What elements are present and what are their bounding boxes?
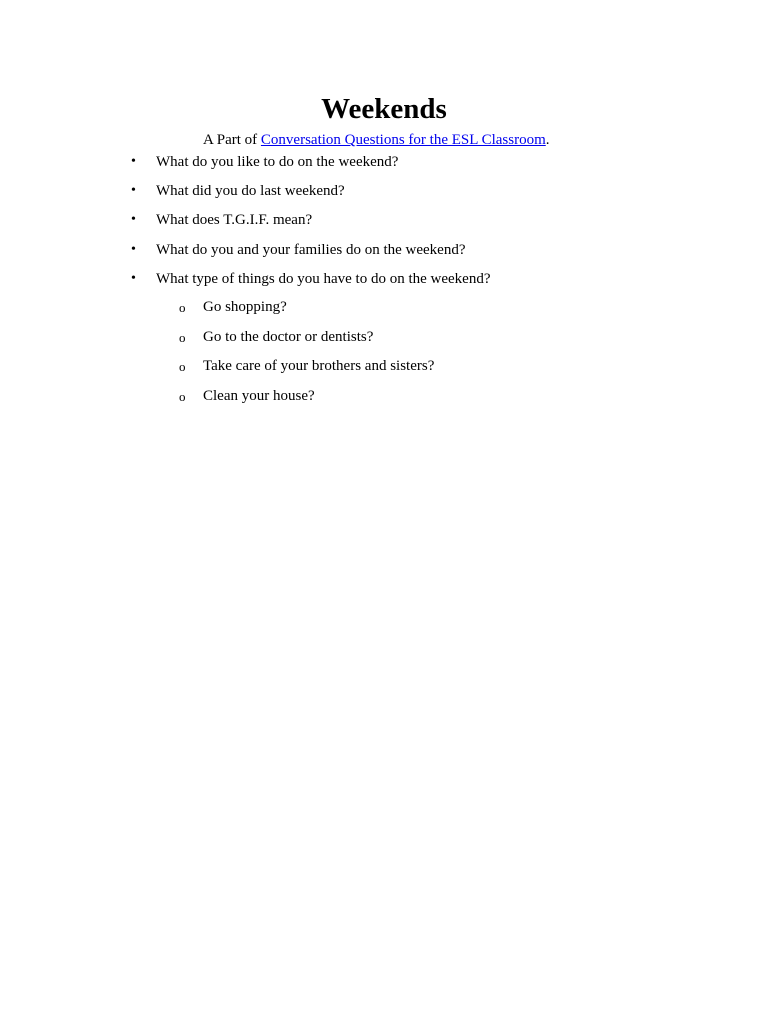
question-item	[0, 269, 768, 298]
question-text: What do you like to do on the weekend?	[156, 154, 399, 170]
bullet-icon: •	[131, 270, 136, 286]
subtitle-suffix: .	[545, 132, 550, 148]
question-list	[0, 152, 768, 298]
sub-question-item	[0, 386, 768, 416]
question-item	[0, 240, 768, 269]
sub-question-item	[0, 356, 768, 386]
question-item	[0, 181, 768, 210]
question-text: What did you do last weekend?	[156, 183, 345, 200]
sub-question-item	[0, 327, 768, 357]
circle-bullet-icon: o	[179, 359, 186, 374]
question-text: What does T.G.I.F. mean?	[156, 212, 313, 229]
sub-question-text: Clean your house?	[203, 387, 315, 404]
subtitle-prefix: A Part of	[203, 132, 261, 148]
sub-question-text: Go to the doctor or dentists?	[203, 328, 374, 345]
question-text: What type of things do you have to do on the weekend?	[156, 270, 491, 287]
circle-bullet-icon: o	[179, 300, 186, 315]
question-item	[0, 152, 768, 181]
bullet-icon: •	[131, 212, 136, 228]
circle-bullet-icon: o	[179, 388, 186, 404]
question-text: What do you and your families do on the weekend?	[156, 241, 466, 258]
sub-question-item	[0, 297, 768, 327]
bullet-icon: •	[131, 241, 136, 257]
subtitle-line	[203, 130, 550, 150]
sub-question-list	[0, 297, 768, 415]
sub-question-text: Take care of your brothers and sisters?	[203, 358, 435, 374]
conversation-questions-link[interactable]: Conversation Questions for the ESL Classroom	[260, 132, 546, 148]
page-title: Weekends	[321, 93, 447, 125]
circle-bullet-icon: o	[179, 329, 186, 345]
bullet-icon: •	[131, 183, 136, 199]
question-item	[0, 210, 768, 239]
sub-question-text: Go shopping?	[203, 299, 287, 315]
bullet-icon: •	[131, 154, 136, 169]
